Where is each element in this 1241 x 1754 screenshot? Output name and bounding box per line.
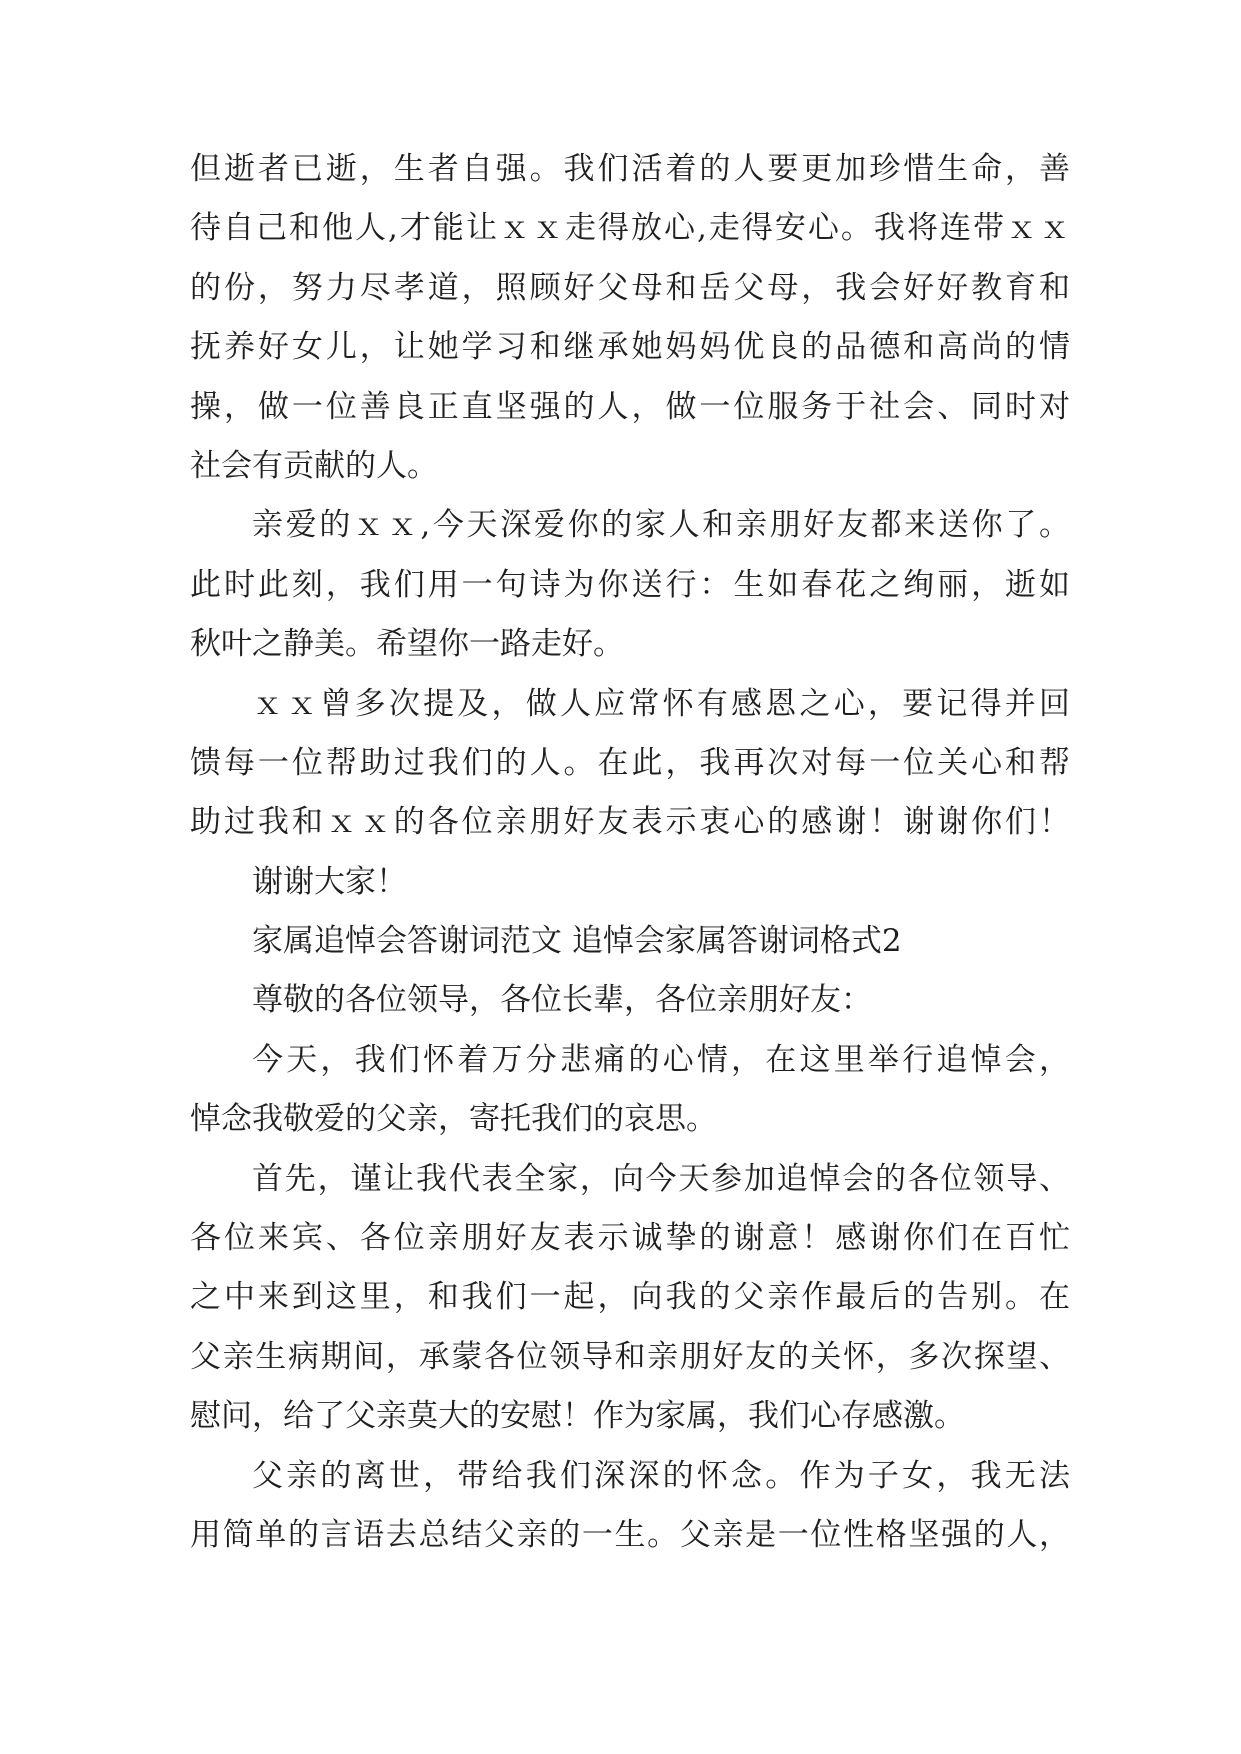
text-line: 之中来到这里，和我们一起，向我的父亲作最后的告别。在 [190, 1279, 1070, 1316]
text-line: 慰问，给了父亲莫大的安慰！作为家属，我们心存感激。 [190, 1398, 965, 1435]
text-line: 待自己和他人,才能让ｘｘ走得放心,走得安心。我将连带ｘｘ [190, 210, 1070, 247]
text-line: 抚养好女儿，让她学习和继承她妈妈优良的品德和高尚的情 [190, 329, 1070, 366]
text-line: 助过我和ｘｘ的各位亲朋好友表示衷心的感谢！谢谢你们！ [190, 804, 1070, 841]
text-line: 社会有贡献的人。 [190, 447, 438, 484]
paragraph-first-line: ｘｘ曾多次提及，做人应常怀有感恩之心，要记得并回 [252, 685, 1070, 722]
text-line: 各位来宾、各位亲朋好友表示诚挚的谢意！感谢你们在百忙 [190, 1220, 1070, 1257]
text-line: 馈每一位帮助过我们的人。在此，我再次对每一位关心和帮 [190, 744, 1070, 781]
text-line: 的份，努力尽孝道，照顾好父母和岳父母，我会好好教育和 [190, 269, 1070, 306]
paragraph-first-line: 谢谢大家！ [252, 863, 407, 900]
paragraph-first-line: 亲爱的ｘｘ,今天深爱你的家人和亲朋好友都来送你了。 [252, 507, 1070, 544]
paragraph-first-line: 父亲的离世，带给我们深深的怀念。作为子女，我无法 [252, 1457, 1070, 1494]
document-body [190, 140, 1070, 1565]
paragraph-first-line: 首先，谨让我代表全家，向今天参加追悼会的各位领导、 [252, 1160, 1070, 1197]
paragraph-first-line: 今天，我们怀着万分悲痛的心情，在这里举行追悼会， [252, 1041, 1070, 1078]
text-line: 秋叶之静美。希望你一路走好。 [190, 626, 624, 663]
text-line: 此时此刻，我们用一句诗为你送行：生如春花之绚丽，逝如 [190, 566, 1070, 603]
text-line: 用简单的言语去总结父亲的一生。父亲是一位性格坚强的人， [190, 1516, 1070, 1553]
salutation: 尊敬的各位领导，各位长辈，各位亲朋好友： [252, 982, 872, 1019]
text-line: 父亲生病期间，承蒙各位领导和亲朋好友的关怀，多次探望、 [190, 1338, 1070, 1375]
text-line: 操，做一位善良正直坚强的人，做一位服务于社会、同时对 [190, 388, 1070, 425]
text-line: 悼念我敬爱的父亲，寄托我们的哀思。 [190, 1101, 717, 1138]
section-heading: 家属追悼会答谢词范文 追悼会家属答谢词格式2 [252, 923, 902, 960]
text-line: 但逝者已逝，生者自强。我们活着的人要更加珍惜生命，善 [190, 151, 1070, 187]
